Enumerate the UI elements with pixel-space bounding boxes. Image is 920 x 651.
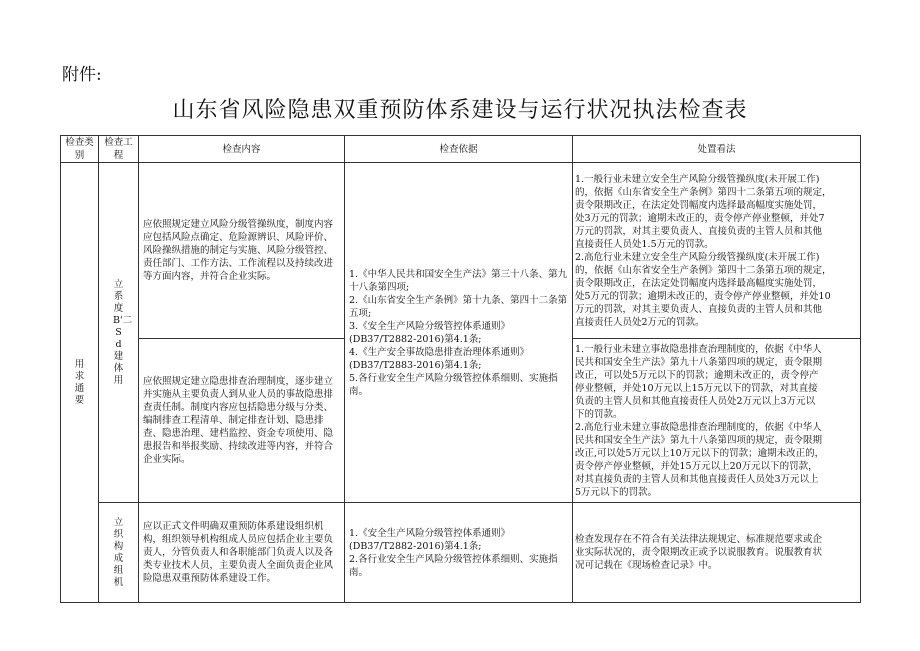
handling-line: 1.一般行业未建立安全生产风险分级管操纵度(未开展工作) (575, 173, 820, 185)
table-row (61, 503, 861, 603)
handling-line: 业实际状况的，责令限期改正或予以说服教育。说服教育状 (575, 547, 823, 558)
handling-line: 责令停产停业整顿，并处15万元以上20万元以下的罚款， (575, 460, 818, 472)
basis-cell (345, 163, 573, 503)
basis-line: 1.《安全生产风险分级管控体系通则》 (349, 527, 511, 539)
handling-line: 处5万元的罚款；逾期未改正的，责令停产停业整顿，并处10 (575, 290, 831, 302)
handling-line: 1.一般行业未建立事故隐患排查治理制度的，依据《中华人 (575, 343, 822, 355)
handling-cell (573, 163, 861, 339)
basis-line: 2.《山东省安全生产条例》第十九条、第四十二条第五项; (349, 294, 568, 319)
col-header-basis: 检查依据 (345, 136, 573, 163)
page-title: 山东省风险隐患双重预防体系建设与运行状况执法检查表 (172, 98, 748, 123)
table-row (61, 163, 861, 339)
col-header-handling: 处置看法 (573, 136, 861, 163)
handling-line: 民共和国安全生产法》第九十八条第四项的规定，责令限期 (575, 356, 823, 368)
project-cell-system (99, 163, 139, 503)
basis-line: 4.《生产安全事故隐患排查治理体系通则》 (349, 346, 530, 358)
handling-line: 对其直接负责的主管人员和其他直接责任人员处3万元以上 (575, 473, 819, 485)
handling-line: 负责的主管人员和其他直接责任人员处2万元以上3万元以 (575, 395, 816, 407)
category-label: 用求通要 (74, 358, 85, 406)
basis-line: 1.《中华人民共和国安全生产法》第三十八条、第九十八条第四项; (349, 268, 568, 293)
handling-line: 责令限期改正，在法定处罚幅度内选择最高幅度实施处罚， (575, 199, 823, 211)
handling-line: 改正,可以处5万元以上10万元以下的罚款；逾期未改正的， (575, 447, 825, 459)
basis-line: (DB37/T2882-2016)第4.1条; (349, 333, 482, 345)
category-cell (61, 163, 99, 603)
handling-line: 改正，可以处5万元以下的罚款；逾期未改正的，责令停产 (575, 369, 819, 381)
basis-line: (DB37/T2882-2016)第4.1条; (349, 540, 482, 552)
basis-line: 3.《安全生产风险分级管控体系通则》 (349, 320, 511, 332)
handling-cell (573, 503, 861, 603)
basis-cell (345, 503, 573, 603)
handling-line: 直接责任人员处1.5万元的罚款。 (575, 238, 714, 250)
col-header-content: 检查内容 (139, 136, 345, 163)
handling-cell (573, 339, 861, 503)
handling-line: 万元的罚款，对其主要负责人、直接负责的主管人员和其他 (575, 225, 823, 237)
col-header-project: 检查工程 (99, 136, 139, 163)
handling-line: 处3万元的罚款；逾期未改正的，责令停产停业整顿，并处7 (575, 212, 825, 224)
handling-line: 的，依据《山东省安全生产条例》第四十二条第五项的规定， (575, 186, 832, 198)
handling-line: 责令限期改正，在法定处罚幅度内选择最高幅度实施处罚， (575, 277, 823, 289)
basis-line: 5.各行业安全生产风险分级管控体系细则、实施指南。 (349, 372, 558, 397)
content-cell: 应依照规定建立风险分级管操纵度，制度内容应包括风险点确定、危险源辨识、风险评价、风险操纵措施的制定与实施、风险分级管控、责任部门、工作方法、工作流程以及持续改进等方面内容，并符合企业实际。 (139, 163, 345, 339)
attachment-label: 附件: (62, 65, 102, 85)
handling-line: 下的罚款。 (575, 408, 623, 420)
handling-line: 检查发现存在不符合有关法律法规规定、标准规范要求或企 (575, 534, 823, 545)
handling-line: 况可记载在《现场检查记录》中。 (575, 560, 718, 571)
handling-line: 2.高危行业未建立事故隐患排查治理制度的，依据《中华人 (575, 421, 822, 433)
table-header-row (61, 136, 861, 163)
project-label: 立系度B'二Sd建体用 (113, 278, 133, 386)
project-label: 立织构成组机 (113, 516, 124, 588)
handling-line: 的，依据《山东省安全生产条例》第四十二条第五项的规定， (575, 264, 832, 276)
inspection-table (60, 135, 861, 603)
content-cell: 应以正式文件明确双重预防体系建设组织机构，组织领导机构组成人员应包括企业主要负责人，分管负责人和各职能部门负责人以及各类专业技术人员，主要负责人全面负责企业风险隐患双重预防体系建设工作。 (139, 503, 345, 603)
basis-line: 2.各行业安全生产风险分级管控体系细则、实施指南。 (349, 553, 558, 578)
handling-line: 5万元以下的罚款。 (575, 486, 658, 498)
handling-line: 万元的罚款，对其主要负责人、直接负责的主管人员和其他 (575, 303, 823, 315)
content-cell: 应依照规定建立隐患排查治理制度，逐步建立并实施从主要负责人到从业人员的事故隐患排查责任制。制度内容应包括隐患分级与分类、编制排查工程清单、制定排查计划、隐患排查、隐患治理、建档监控、资金专项使用、隐患报告和举报奖励、持续改进等内容，并符合企业实际。 (139, 339, 345, 503)
project-cell-organization (99, 503, 139, 603)
basis-line: (DB37/T2883-2016)第4.1条; (349, 359, 482, 371)
col-header-category: 检查类别 (61, 136, 99, 163)
handling-line: 停业整顿，并处10万元以上15万元以下的罚款，对其直接 (575, 382, 818, 394)
handling-line: 民共和国安全生产法》第九十八条第四项的规定，责令限期 (575, 434, 823, 446)
handling-line: 2.高危行业未建立安全生产风险分级管操纵度(未开展工作) (575, 251, 820, 263)
handling-line: 直接责任人员处2万元的罚款。 (575, 316, 705, 328)
